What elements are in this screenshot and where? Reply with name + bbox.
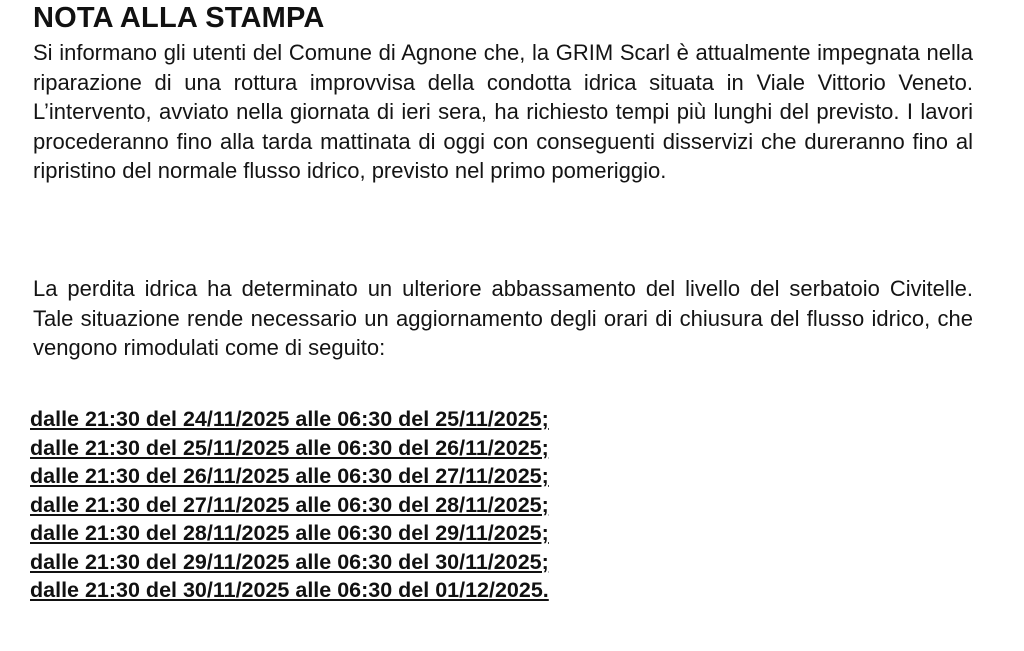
schedule-item: dalle 21:30 del 29/11/2025 alle 06:30 del 30/11/2025; [30, 549, 549, 574]
schedule-item: dalle 21:30 del 28/11/2025 alle 06:30 del 29/11/2025; [30, 521, 549, 545]
closure-schedule-list [30, 405, 549, 605]
intro-paragraph: Si informano gli utenti del Comune di Agnone che, la GRIM Scarl è attualmente impegnata nella riparazione di una rottura improvvisa della condotta idrica situata in Viale Vittorio Veneto. L’intervento, avviato nella giornata di ieri sera, ha richiesto tempi più lunghi del previsto. I lavori procederanno fino alla tarda mattinata di oggi con conseguenti disservizi che dureranno fino al ripristino del normale flusso idrico, previsto nel primo pomeriggio. [33, 40, 973, 183]
schedule-item: dalle 21:30 del 24/11/2025 alle 06:30 del 25/11/2025; [30, 407, 549, 431]
schedule-item: dalle 21:30 del 26/11/2025 alle 06:30 del 27/11/2025; [30, 464, 549, 488]
schedule-item: dalle 21:30 del 27/11/2025 alle 06:30 del 28/11/2025; [30, 492, 549, 517]
document-title: NOTA ALLA STAMPA [33, 2, 325, 34]
schedule-item: dalle 21:30 del 30/11/2025 alle 06:30 del 01/12/2025. [30, 578, 549, 602]
water-loss-paragraph: La perdita idrica ha determinato un ulteriore abbassamento del livello del serbatoio Civitelle. Tale situazione rende necessario un aggiornamento degli orari di chiusura del flusso idrico, che vengono rimodulati come di seguito: [33, 276, 973, 360]
schedule-item: dalle 21:30 del 25/11/2025 alle 06:30 del 26/11/2025; [30, 435, 549, 460]
